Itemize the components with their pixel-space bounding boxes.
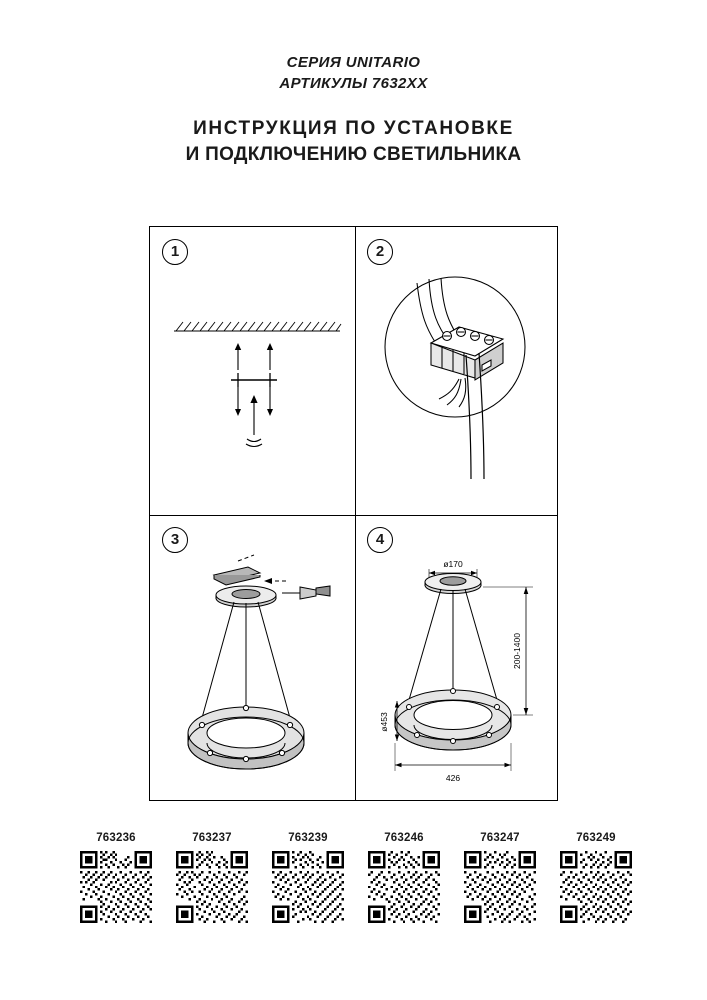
qr-item [76, 832, 156, 923]
qr-code-image[interactable] [272, 851, 344, 923]
qr-code-row [76, 832, 636, 923]
document-header [0, 52, 707, 168]
panel-step-1 [150, 227, 354, 514]
page-title [0, 116, 707, 168]
qr-label: 763239 [288, 832, 328, 844]
qr-code-image[interactable] [80, 851, 152, 923]
page-title-line1: ИНСТРУКЦИЯ ПО УСТАНОВКЕ [193, 118, 514, 139]
step-number-2: 2 [367, 239, 393, 265]
qr-label: 763249 [576, 832, 616, 844]
qr-item [460, 832, 540, 923]
qr-code-image[interactable] [368, 851, 440, 923]
qr-code-image[interactable] [176, 851, 248, 923]
step-1-illustration [150, 227, 354, 514]
step-2-illustration [355, 227, 559, 514]
step-4-illustration [355, 515, 559, 802]
panel-step-3 [150, 515, 354, 802]
qr-label: 763236 [96, 832, 136, 844]
qr-item [556, 832, 636, 923]
dimension-width: 426 [445, 773, 461, 783]
step-number-3: 3 [162, 527, 188, 553]
article-label: АРТИКУЛЫ 7632XX [279, 75, 428, 92]
qr-label: 763237 [192, 832, 232, 844]
panel-step-4 [355, 515, 559, 802]
page-title-line2: И ПОДКЛЮЧЕНИЮ СВЕТИЛЬНИКА [185, 144, 522, 165]
qr-label: 763246 [384, 832, 424, 844]
dimension-top-diameter: ø170 [443, 559, 463, 569]
step-number-4: 4 [367, 527, 393, 553]
qr-item [364, 832, 444, 923]
step-number-1: 1 [162, 239, 188, 265]
qr-item [172, 832, 252, 923]
qr-code-image[interactable] [464, 851, 536, 923]
qr-label: 763247 [480, 832, 520, 844]
step-3-illustration [150, 515, 354, 802]
panel-step-2 [355, 227, 559, 514]
dimension-ring-diameter: ø453 [379, 712, 389, 732]
dimension-suspension-range: 200-1400 [512, 633, 522, 669]
series-label: СЕРИЯ UNITARIO [286, 54, 421, 71]
qr-item [268, 832, 348, 923]
qr-code-image[interactable] [560, 851, 632, 923]
instruction-panels [149, 226, 558, 801]
